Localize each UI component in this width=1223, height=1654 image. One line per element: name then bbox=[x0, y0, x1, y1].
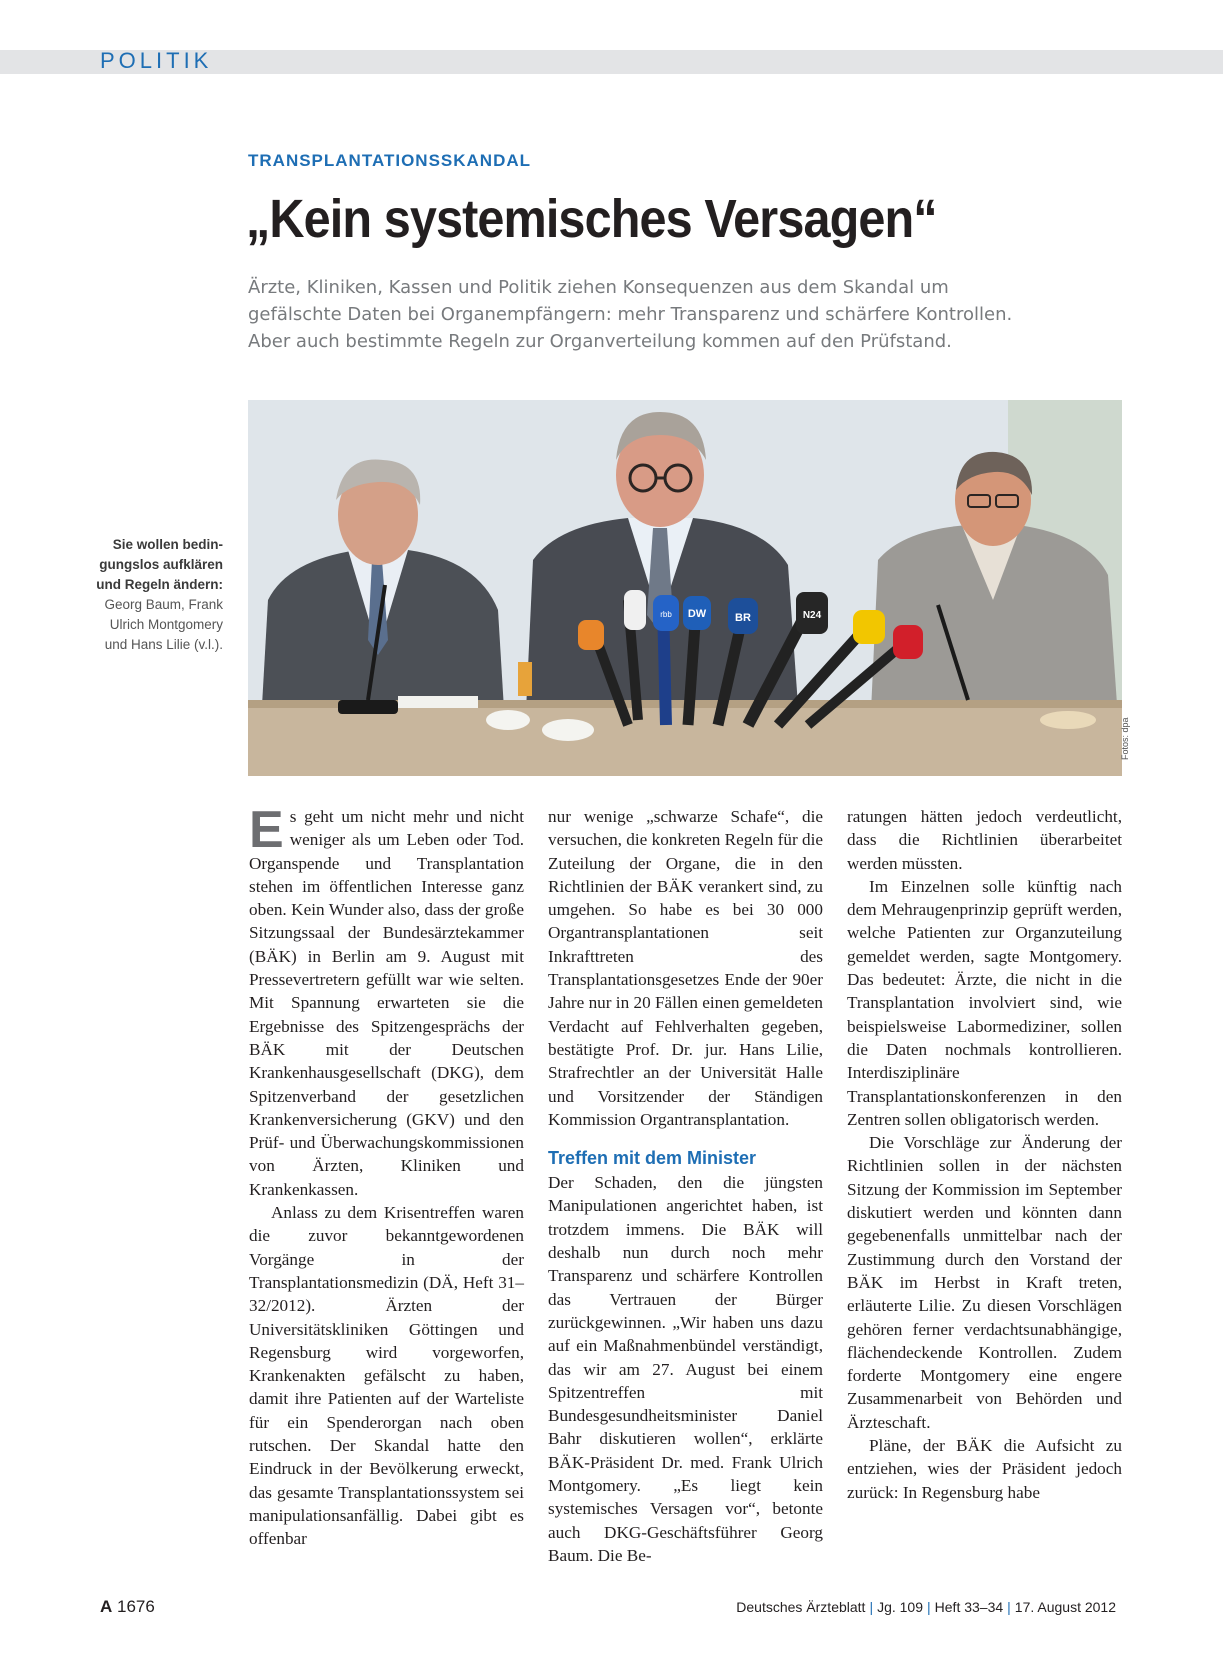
photo-caption bbox=[40, 535, 223, 655]
caption-line: und Hans Lilie (v.l.). bbox=[104, 637, 223, 652]
paragraph: Pläne, der BÄK die Aufsicht zu entziehen, wies der Präsident jedoch zurück: In Regensburg habe bbox=[847, 1436, 1122, 1502]
article-column-1 bbox=[249, 801, 524, 1551]
photo-credit: Fotos: dpa bbox=[1120, 717, 1130, 760]
dropcap: E bbox=[249, 801, 284, 859]
lead-line: gefälschte Daten bei Organempfängern: mehr Transparenz und schärfere Kontrollen. bbox=[248, 304, 1013, 325]
article-column-2 bbox=[548, 805, 823, 1567]
headline: „Kein systemisches Versagen“ bbox=[246, 189, 937, 249]
svg-text:DW: DW bbox=[687, 608, 707, 620]
paragraph: Im Einzelnen solle künftig nach dem Mehraugenprinzip geprüft werden, welche Patienten zur Organzuteilung gemeldet werden, sagte Montgomery. Das bedeutet: Ärzte, die nicht in die Transplantation involviert sind, wie beispielsweise Labormediziner, sollen die Daten nochmals kontrollieren. Interdisziplinäre Transplantationskonferenzen in den Zentren sollen obligatorisch werden. bbox=[847, 876, 1122, 1129]
caption-line: Georg Baum, Frank bbox=[104, 597, 223, 612]
kicker: TRANSPLANTATIONSSKANDAL bbox=[248, 151, 532, 170]
paragraph: nur wenige „schwarze Schafe“, die versuchen, die konkreten Regeln für die Zuteilung der Organe, die in den Richtlinien der BÄK verankert sind, zu umgehen. So habe es bei 30 000 Organtransplantationen seit Inkrafttreten des Transplantationsgesetzes Ende der 90er Jahre nur in 20 Fällen einen gemeldeten Verdacht auf Fehlverhalten gegeben, bestätigte Prof. Dr. jur. Hans Lilie, Strafrechtler an der Universität Halle und Vorsitzender der Ständigen Kommission Organtransplantation. bbox=[548, 807, 823, 1129]
paragraph: Anlass zu dem Krisentreffen waren die zuvor bekanntgewordenen Vorgänge in der Transplantationsmedizin (DÄ, Heft 31–32/2012). Ärzten der Universitätskliniken Göttingen und Regensburg wird vorgeworfen, Krankenakten gefälscht zu haben, damit ihre Patienten auf der Warteliste für ein Spenderorgan nach oben rutschen. Der Skandal hatte den Eindruck in der Bevölkerung erweckt, das gesamte Transplantationssystem sei manipulationsanfällig. Dabei gibt es offenbar bbox=[249, 1203, 524, 1549]
lead-line: Ärzte, Kliniken, Kassen und Politik ziehen Konsequenzen aus dem Skandal um bbox=[248, 277, 949, 298]
caption-line: Ulrich Montgomery bbox=[109, 617, 223, 632]
subheading: Treffen mit dem Minister bbox=[548, 1148, 757, 1169]
journal-issue: Heft 33–34 bbox=[934, 1599, 1004, 1615]
journal-footer: Deutsches Ärzteblatt | Jg. 109 | Heft 33–34 | 17. August 2012 bbox=[736, 1599, 1116, 1615]
svg-text:N24: N24 bbox=[802, 610, 822, 621]
caption-bold-line: gungslos aufklären bbox=[99, 557, 223, 572]
journal-name: Deutsches Ärzteblatt bbox=[736, 1599, 866, 1615]
lead-line: Aber auch bestimmte Regeln zur Organverteilung kommen auf den Prüfstand. bbox=[248, 331, 952, 352]
caption-bold-line: Sie wollen bedin- bbox=[112, 537, 223, 552]
press-conference-photo bbox=[248, 400, 1122, 776]
paragraph: Es geht um nicht mehr und nicht weniger als um Leben oder Tod. Organspende und Transplantation stehen im öffentlichen Interesse ganz oben. Kein Wunder also, dass der große Sitzungssaal der Bundesärztekammer (BÄK) in Berlin am 9. August mit Pressevertretern gefüllt war wie selten. Mit Spannung erwarteten sie die Ergebnisse des Spitzengesprächs der BÄK mit der Deutschen Krankenhausgesellschaft (DKG), dem Spitzenverband der gesetzlichen Krankenversicherung (GKV) und den Prüf- und Überwachungskommissionen von Ärzten, Kliniken und Krankenkassen. bbox=[249, 801, 524, 1199]
page-number: A 1676 bbox=[100, 1597, 155, 1616]
article-column-3 bbox=[847, 805, 1122, 1504]
section-label: POLITIK bbox=[100, 48, 213, 73]
journal-date: 17. August 2012 bbox=[1014, 1599, 1116, 1615]
paragraph: Die Vorschläge zur Änderung der Richtlinien sollen in der nächsten Sitzung der Kommission im September diskutiert werden und könnten dann gegebenenfalls unmittelbar nach der Zustimmung durch den Vorstand der BÄK im Herbst in Kraft treten, erläuterte Lilie. Zu diesen Vorschlägen gehören ferner verdachtsunabhängige, flächendeckende Kontrollen. Zudem forderte Montgomery eine engere Zusammenarbeit von Behörden und Ärzteschaft. bbox=[847, 1133, 1122, 1432]
caption-bold-line: und Regeln ändern: bbox=[96, 577, 223, 592]
svg-text:BR: BR bbox=[735, 612, 751, 624]
photo-illustration bbox=[248, 400, 1122, 776]
paragraph: Der Schaden, den die jüngsten Manipulationen angerichtet haben, ist trotzdem immens. Die BÄK will deshalb nun durch noch mehr Transparenz und schärfere Kontrollen das Vertrauen der Bürger zurückgewinnen. „Wir haben uns dazu auf ein Maßnahmenbündel verständigt, das wir am 27. August bei einem Spitzentreffen mit Bundesgesundheitsminister Daniel Bahr diskutieren wollen“, erklärte BÄK-Präsident Dr. med. Frank Ulrich Montgomery. „Es liegt kein systemisches Versagen vor“, betonte auch DKG-Geschäftsführer Georg Baum. Die Be- bbox=[548, 1173, 823, 1565]
svg-text:rbb: rbb bbox=[660, 610, 672, 619]
paragraph: ratungen hätten jedoch verdeutlicht, dass die Richtlinien überarbeitet werden müssten. bbox=[847, 807, 1122, 873]
journal-volume: Jg. 109 bbox=[877, 1599, 924, 1615]
lead-paragraph bbox=[248, 274, 1148, 355]
